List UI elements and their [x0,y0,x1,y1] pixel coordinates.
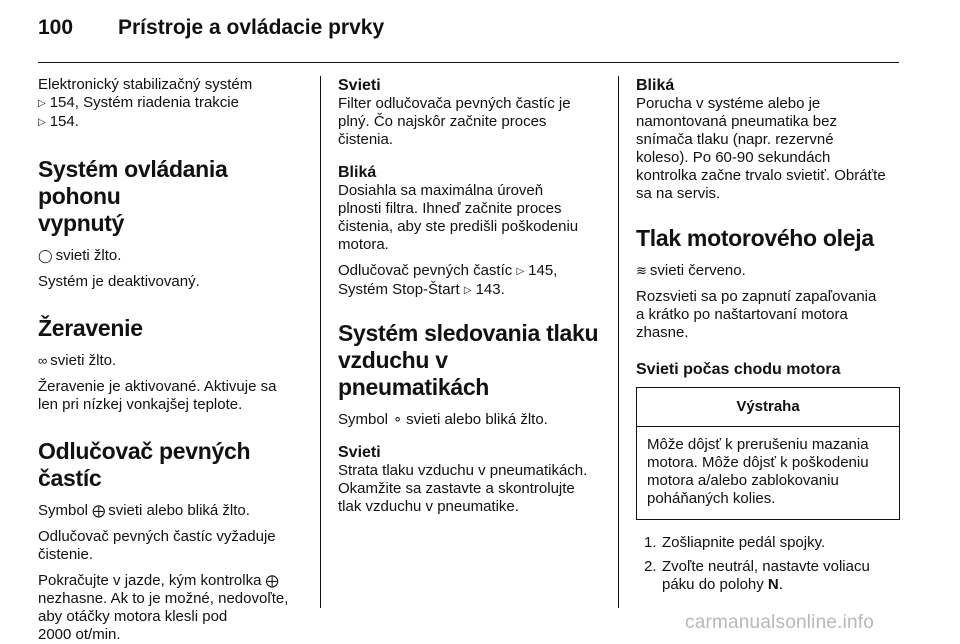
ref-arrow-icon [38,113,50,130]
page-header [38,16,898,46]
traction-off-icon: ◯ [38,248,53,263]
heading-svieti-chod: Svieti počas chodu motora [636,361,841,378]
list-item: 2. Zvoľte neutrál, nastavte voliacu páku do polohy N. [644,558,870,593]
warning-box [636,387,900,520]
column-3: Bliká Porucha v systéme alebo je namontovaná pneumatika bez snímača tlaku (napr. rezervné koleso). Po 60-90 sekundách kontrolka začne trvalo svietiť. Obráťte sa na servis. Tlak motorového oleja ≋ svieti červeno. Rozsvieti sa po zapnutí zapaľovania a krátko po naštartovaní motora zhasne. Svieti počas chodu motora Výstraha Môže dôjsť k prerušeniu mazania motora. Môže dôjsť k poškodeniu motora a/alebo zablokovaniu poháňaných kolies. 1. Zošliapnite pedál spojky. 2. Zvoľte neutrál, nastavte voliacu páku do polohy N. [636,76,904,600]
heading-svieti: Svieti [338,77,381,94]
tire-pressure-icon: ⚬ [392,412,404,427]
ref-arrow-icon [38,94,50,111]
oil-can-icon: ≋ [636,263,647,278]
heading-svieti-2: Svieti [338,444,381,461]
page-title: Prístroje a ovládacie prvky [118,16,385,39]
heading-particle-filter: Odlučovač pevných častíc [38,438,251,491]
heading-blika: Bliká [338,164,377,181]
heading-traction-off: Systém ovládania pohonu vypnutý [38,156,228,236]
heading-glow: Žeravenie [38,315,143,341]
steps-list [636,534,904,594]
heading-oil-pressure: Tlak motorového oleja [636,225,874,251]
column-divider-2 [618,76,619,608]
heading-tire-pressure: Systém sledovania tlaku vzduchu v pneumatikách [338,320,599,400]
heading-blika-3: Bliká [636,77,675,94]
list-item: 1. Zošliapnite pedál spojky. [644,534,826,551]
column-1: Elektronický stabilizačný systém ▷ 154, Systém riadenia trakcie ▷ 154. Systém ovládania pohonu vypnutý ◯ svieti žlto. Systém je deaktivovaný. Žeravenie ∞ svieti žlto. Žeravenie je aktivované. Aktivuje sa len pri nízkej vonkajšej teplote. Odlučovač pevných častíc Symbol ⨁ svieti alebo bliká žlto. Odlučovač pevných častíc vyžaduje čistenie. Pokračujte v jazde, kým kontrolka ⨁ nezhasne. Ak to je možné, nedovoľte, aby otáčky motora klesli pod 2000 ot/min. [38,76,308,644]
intro-text: Elektronický stabilizačný systém ▷ 154, Systém riadenia trakcie ▷ 154. [38,76,308,132]
warning-title: Výstraha [637,388,899,427]
column-2: Svieti Filter odlučovača pevných častíc je plný. Čo najskôr začnite proces čistenia. Bliká Dosiahla sa maximálna úroveň plnosti filtra. Ihneď začnite proces čistenia, aby ste predišli poškodeniu motora. Odlučovač pevných častíc ▷ 145, Systém Stop-Štart ▷ 143. Systém sledovania tlaku vzduchu v pneumatikách Symbol ⚬ svieti alebo bliká žlto. Svieti Strata tlaku vzduchu v pneumatikách. Okamžite sa zastavte a skontrolujte tlak vzduchu v pneumatike. [338,76,604,516]
page-number: 100 [38,16,74,39]
column-divider-1 [320,76,321,608]
ref-arrow-icon [464,281,476,298]
particle-filter-icon: ⨁ [92,503,106,518]
warning-body: Môže dôjsť k prerušeniu mazania motora. Môže dôjsť k poškodeniu motora a/alebo zablokovaniu poháňaných kolies. [647,436,869,507]
ref-arrow-icon [516,262,528,279]
particle-filter-icon: ⨁ [265,573,279,588]
header-rule [38,62,899,63]
watermark: carmanualsonline.info [685,612,875,633]
glow-plug-icon: ∞ [38,353,48,368]
